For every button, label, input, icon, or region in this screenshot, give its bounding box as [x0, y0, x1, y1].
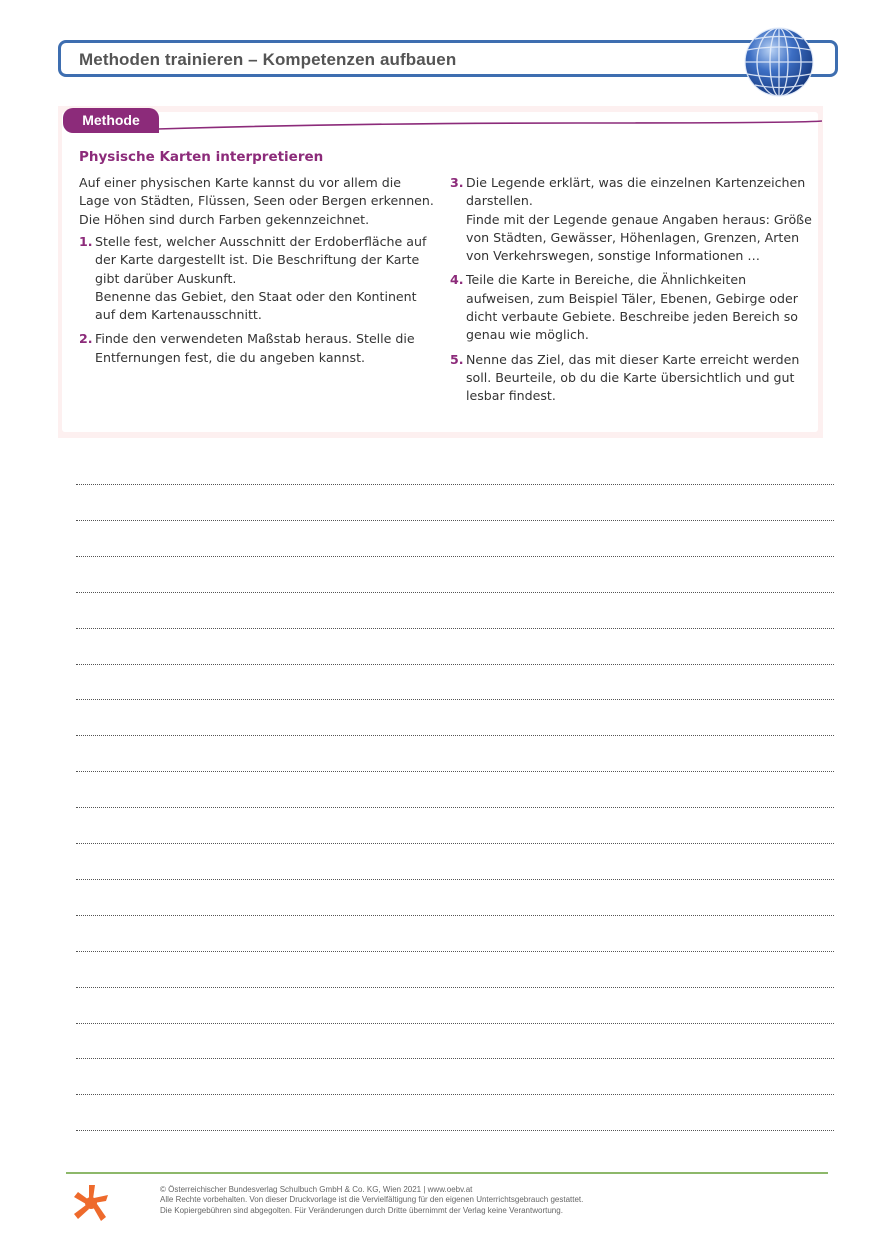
page-title: Methoden trainieren – Kompetenzen aufbauen: [79, 50, 457, 69]
writing-line[interactable]: [76, 664, 834, 665]
writing-line[interactable]: [76, 1130, 834, 1131]
oebv-star-icon: [72, 1183, 110, 1223]
writing-line[interactable]: [76, 807, 834, 808]
writing-line[interactable]: [76, 843, 834, 844]
step-text: Nenne das Ziel, das mit dieser Karte erreicht werden soll. Beurteile, ob du die Karte übersichtlich und gut lesbar findest.: [466, 351, 800, 404]
steps-right-column: [450, 174, 815, 412]
step-number: 3.: [450, 175, 464, 190]
method-tab: Methode: [63, 108, 159, 133]
step-item: [450, 351, 815, 406]
writing-line[interactable]: [76, 1094, 834, 1095]
method-subtitle: Physische Karten interpretieren: [79, 149, 324, 165]
writing-line[interactable]: [76, 592, 834, 593]
step-item: [79, 233, 434, 324]
step-item: [450, 174, 815, 265]
writing-line[interactable]: [76, 915, 834, 916]
globe-icon: [743, 26, 815, 98]
footer-line: Die Kopiergebühren sind abgegolten. Für Veränderungen durch Dritte übernimmt der Verlag keine Verantwortung.: [160, 1205, 563, 1215]
writing-line[interactable]: [76, 1023, 834, 1024]
step-text: Finde den verwendeten Maßstab heraus. Stelle die Entfernungen fest, die du angeben kannst.: [95, 331, 415, 365]
step-number: 1.: [79, 234, 93, 249]
step-number: 4.: [450, 272, 464, 288]
writing-line[interactable]: [76, 484, 834, 485]
writing-line[interactable]: [76, 987, 834, 988]
method-intro: Auf einer physischen Karte kannst du vor allem die Lage von Städten, Flüssen, Seen oder Bergen erkennen. Die Höhen sind durch Farben gekennzeichnet.: [79, 175, 434, 227]
writing-line[interactable]: [76, 520, 834, 521]
step-text: Stelle fest, welcher Ausschnitt der Erdoberfläche auf der Karte dargestellt ist. Die Beschriftung der Karte gibt darüber Auskunft. Benenne das Gebiet, den Staat oder den Kontinent auf dem Kartenausschnitt.: [95, 234, 427, 323]
writing-line[interactable]: [76, 556, 834, 557]
step-item: [79, 330, 434, 367]
step-text: Die Legende erklärt, was die einzelnen Kartenzeichen darstellen. Finde mit der Legende genaue Angaben heraus: Größe von Städten, Gewässer, Höhenlagen, Grenzen, Arten von Verkehrswegen, sonstige Informationen …: [466, 175, 812, 264]
writing-line[interactable]: [76, 951, 834, 952]
writing-line[interactable]: [76, 628, 834, 629]
footer-line: Alle Rechte vorbehalten. Von dieser Druckvorlage ist die Vervielfältigung für den eigenen Unterrichtsgebrauch gestattet.: [160, 1195, 584, 1205]
method-divider-line: [157, 115, 822, 133]
step-number: 2.: [79, 331, 93, 347]
writing-line[interactable]: [76, 1058, 834, 1059]
footer-line: © Österreichischer Bundesverlag Schulbuch GmbH & Co. KG, Wien 2021 | www.oebv.at: [160, 1185, 473, 1194]
steps-left-column: [79, 233, 434, 373]
step-item: [450, 271, 815, 344]
writing-line[interactable]: [76, 771, 834, 772]
step-text: Teile die Karte in Bereiche, die Ähnlichkeiten aufweisen, zum Beispiel Täler, Ebenen, Gebirge oder dicht verbaute Gebiete. Beschreibe jeden Bereich so genau wie möglich.: [466, 272, 798, 343]
writing-line[interactable]: [76, 699, 834, 700]
writing-line[interactable]: [76, 879, 834, 880]
footer-rule: [66, 1172, 828, 1174]
footer-copyright: [160, 1185, 800, 1216]
step-number: 5.: [450, 351, 464, 367]
writing-line[interactable]: [76, 735, 834, 736]
